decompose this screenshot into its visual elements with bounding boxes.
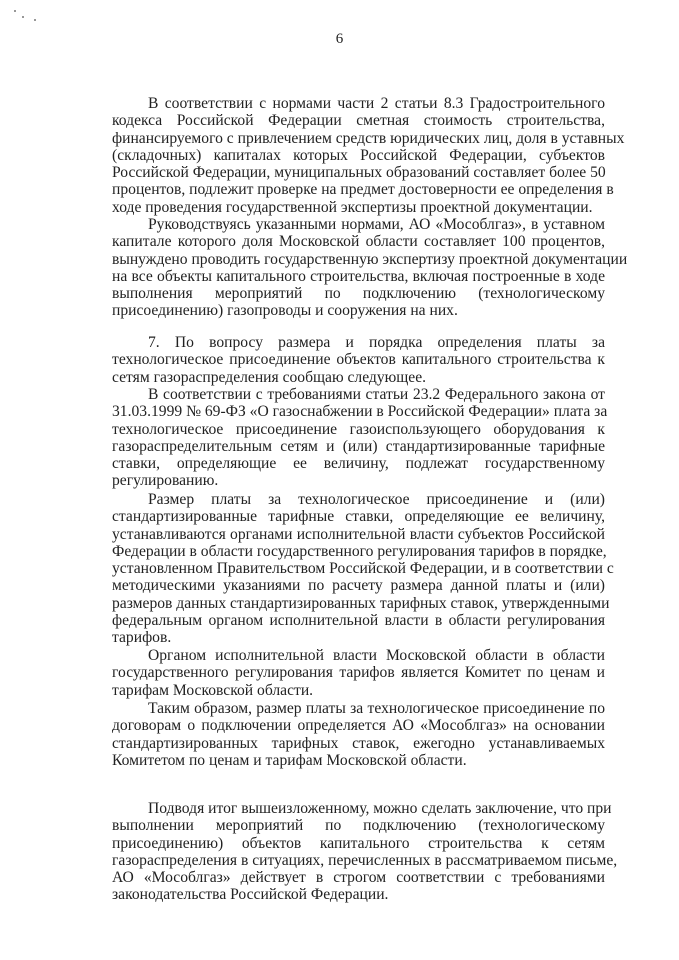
paragraph <box>112 800 618 904</box>
text-line: Подводя итог вышеизложенному, можно сделать заключение, что при <box>148 800 612 817</box>
text-line: федеральным органом исполнительной власти в области регулирования <box>112 612 605 630</box>
scan-speck <box>14 10 16 12</box>
text-line: Руководствуясь указанными нормами, АО «Мособлгаз», в уставном <box>148 216 605 233</box>
text-line: капитале которого доля Московской области составляет 100 процентов, <box>112 233 605 251</box>
text-line: вынуждено проводить государственную экспертизу проектной документации <box>112 250 628 268</box>
text-line: методическими указаниями по расчету размера данной платы и (или) <box>112 577 605 595</box>
text-line: (складочных) капиталах которых Российской Федерации, субъектов <box>112 146 605 164</box>
text-line: Размер платы за технологическое присоединение и (или) <box>148 491 605 508</box>
text-line: установленном Правительством Российской Федерации, и в соответствии с <box>112 560 614 578</box>
text-line: тарифам Московской области. <box>112 681 314 699</box>
text-line: кодекса Российской Федерации сметная стоимость строительства, <box>112 112 605 130</box>
text-line: ставки, определяющие ее величину, подлежат государственному <box>112 455 605 473</box>
text-line: 31.03.1999 № 69-ФЗ «О газоснабжении в Российской Федерации» плата за <box>112 403 608 421</box>
text-line: стандартизированных тарифных ставок, ежегодно устанавливаемых <box>112 734 605 752</box>
text-line: Таким образом, размер платы за технологическое присоединение по <box>148 700 605 717</box>
text-line: технологическое присоединение газоиспользующего оборудования к <box>112 420 605 438</box>
text-line: сетям газораспределения сообщаю следующее. <box>112 368 427 386</box>
scan-speck <box>22 16 24 18</box>
scan-speck <box>34 19 36 21</box>
paragraph <box>112 216 628 320</box>
text-line: АО «Мособлгаз» действует в строгом соответствии с требованиями <box>112 869 605 887</box>
paragraph <box>112 386 608 490</box>
text-line: стандартизированные тарифные ставки, определяющие ее величину, <box>112 508 605 526</box>
text-line: В соответствии с требованиями статьи 23.2 Федерального закона от <box>148 386 605 403</box>
text-line: выполнения мероприятий по подключению (технологическому <box>112 285 605 303</box>
text-line: присоединению) газопроводы и сооружения на них. <box>112 302 458 320</box>
text-line: Органом исполнительной власти Московской области в области <box>148 647 605 664</box>
text-line: выполнении мероприятий по подключению (технологическому <box>112 817 605 835</box>
paragraph <box>112 700 605 769</box>
paragraph <box>112 95 625 216</box>
paragraph <box>112 491 614 647</box>
text-line: договорам о подключении определяется АО «Мособлгаз» на основании <box>112 717 605 735</box>
text-line: Федерации в области государственного регулирования тарифов в порядке, <box>112 542 607 560</box>
paragraph <box>112 334 605 386</box>
text-line: 7. По вопросу размера и порядка определения платы за <box>148 334 605 351</box>
text-line: регулированию. <box>112 472 219 490</box>
text-line: процентов, подлежит проверке на предмет достоверности ее определения в <box>112 181 614 199</box>
text-line: законодательства Российской Федерации. <box>112 886 389 904</box>
text-line: ходе проведения государственной экспертизы проектной документации. <box>112 198 593 216</box>
text-line: газораспределения в ситуациях, перечисленных в рассматриваемом письме, <box>112 851 618 869</box>
text-line: устанавливаются органами исполнительной власти субъектов Российской <box>112 525 605 543</box>
text-line: газораспределительным сетям и (или) стандартизированные тарифные <box>112 437 605 455</box>
text-line: тарифов. <box>112 629 172 647</box>
text-line: на все объекты капитального строительства, включая построенные в ходе <box>112 267 605 285</box>
text-line: Комитетом по ценам и тарифам Московской области. <box>112 751 467 769</box>
text-line: размеров данных стандартизированных тарифных ставок, утвержденными <box>112 594 610 612</box>
paragraph <box>112 647 605 699</box>
text-line: технологическое присоединение объектов капитального строительства к <box>112 351 605 369</box>
text-line: Российской Федерации, муниципальных образований составляет более 50 <box>112 164 606 182</box>
text-line: государственного регулирования тарифов является Комитет по ценам и <box>112 664 605 682</box>
text-line: присоединению) объектов капитального строительства к сетям <box>112 834 605 852</box>
text-line: В соответствии с нормами части 2 статьи 8.3 Градостроительного <box>148 95 605 112</box>
page-number: 6 <box>335 31 344 47</box>
text-line: финансируемого с привлечением средств юридических лиц, доля в уставных <box>112 129 625 147</box>
